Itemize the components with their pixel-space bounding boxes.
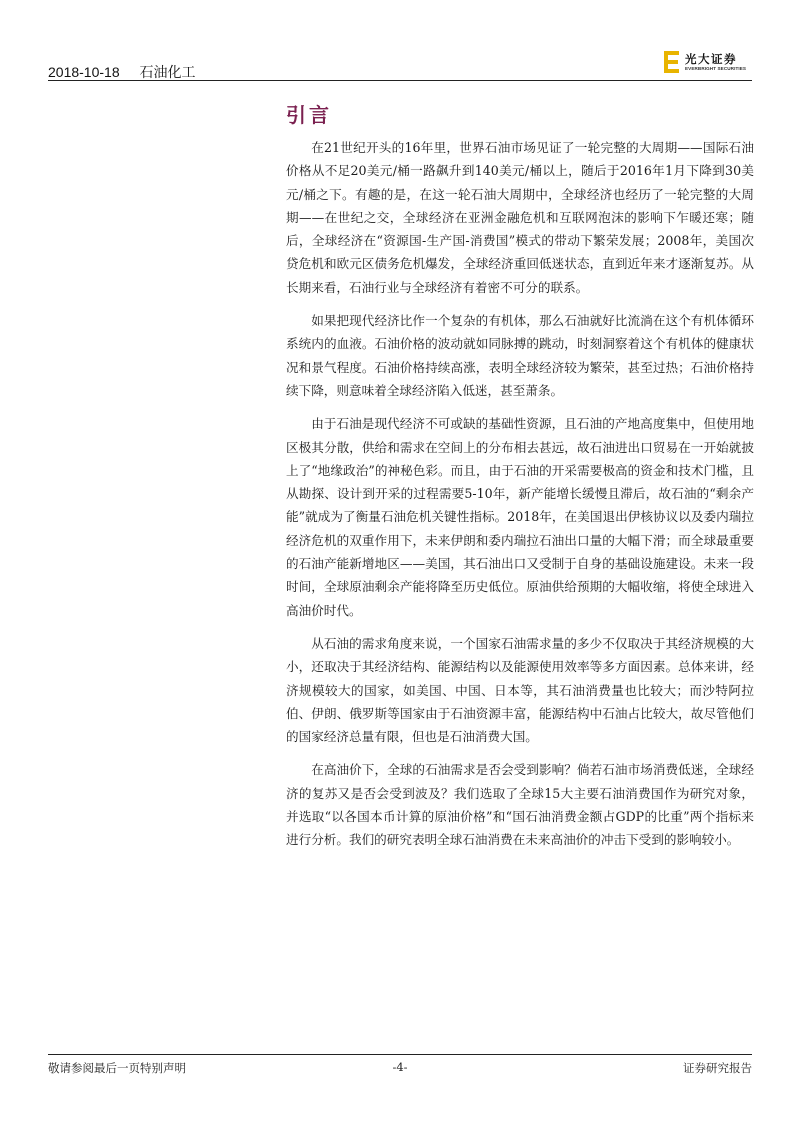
paragraph: 在21世纪开头的16年里，世界石油市场见证了一轮完整的大周期——国际石油价格从不足20美元/桶一路飙升到140美元/桶以上，随后于2016年1月下降到30美元/桶之下。有趣的是，在这一轮石油大周期中，全球经济也经历了一轮完整的大周期——在世纪之交，全球经济在亚洲金融危机和互联网泡沫的影响下乍暖还寒；随后，全球经济在“资源国-生产国-消费国”模式的带动下繁荣发展；2008年，美国次贷危机和欧元区债务危机爆发，全球经济重回低迷状态，直到近年来才逐渐复苏。从长期来看，石油行业与全球经济有着密不可分的联系。 (286, 140, 754, 295)
page-number: -4- (392, 1060, 408, 1074)
paragraph: 由于石油是现代经济不可或缺的基础性资源，且石油的产地高度集中，但使用地区极其分散，供给和需求在空间上的分布相去甚远，故石油进出口贸易在一开始就披上了“地缘政治”的神秘色彩。而且，由于石油的开采需要极高的资金和技术门槛，且从勘探、设计到开采的过程需要5-10年，新产能增长缓慢且滞后，故石油的“剩余产能”就成为了衡量石油危机关键性指标。2018年，在美国退出伊核协议以及委内瑞拉经济危机的双重作用下，未来伊朗和委内瑞拉石油出口量的大幅下滑；而全球最重要的石油产能新增地区——美国，其石油出口又受制于自身的基础设施建设。未来一段时间，全球原油剩余产能将降至历史低位。原油供给预期的大幅收缩，将使全球进入高油价时代。 (286, 416, 754, 618)
everbright-logo (663, 50, 755, 76)
body-text (286, 136, 754, 862)
footer-divider (48, 1054, 752, 1055)
header-divider (48, 80, 752, 81)
paragraph: 从石油的需求角度来说，一个国家石油需求量的多少不仅取决于其经济规模的大小，还取决于其经济结构、能源结构以及能源使用效率等多方面因素。总体来讲，经济规模较大的国家，如美国、中国、日本等，其石油消费量也比较大；而沙特阿拉伯、伊朗、俄罗斯等国家由于石油资源丰富，能源结构中石油占比较大，故尽管他们的国家经济总量有限，但也是石油消费大国。 (286, 635, 754, 745)
paragraph: 如果把现代经济比作一个复杂的有机体，那么石油就好比流淌在这个有机体循环系统内的血液。石油价格的波动就如同脉搏的跳动，时刻洞察着这个有机体的健康状况和景气程度。石油价格持续高涨，表明全球经济较为繁荣，甚至过热；石油价格持续下降，则意味着全球经济陷入低迷，甚至萧条。 (286, 313, 754, 398)
section-title: 引言 (286, 103, 332, 127)
paragraph: 在高油价下，全球的石油需求是否会受到影响？倘若石油市场消费低迷，全球经济的复苏又是否会受到波及？我们选取了全球15大主要石油消费国作为研究对象，并选取“以各国本币计算的原油价格”和“国石油消费金额占GDP的比重”两个指标来进行分析。我们的研究表明全球石油消费在未来高油价的冲击下受到的影响较小。 (286, 762, 754, 848)
logo-text-cn: 光大证券 (685, 52, 737, 66)
report-date: 2018-10-18 (48, 64, 120, 80)
report-header (48, 62, 212, 82)
report-sector: 石油化工 (139, 64, 196, 80)
everbright-logo-icon (663, 50, 681, 74)
footer-report-type: 证券研究报告 (683, 1061, 752, 1075)
footer-disclaimer: 敬请参阅最后一页特别声明 (48, 1061, 186, 1075)
logo-text-en: EVERBRIGHT SECURITIES (685, 66, 747, 71)
